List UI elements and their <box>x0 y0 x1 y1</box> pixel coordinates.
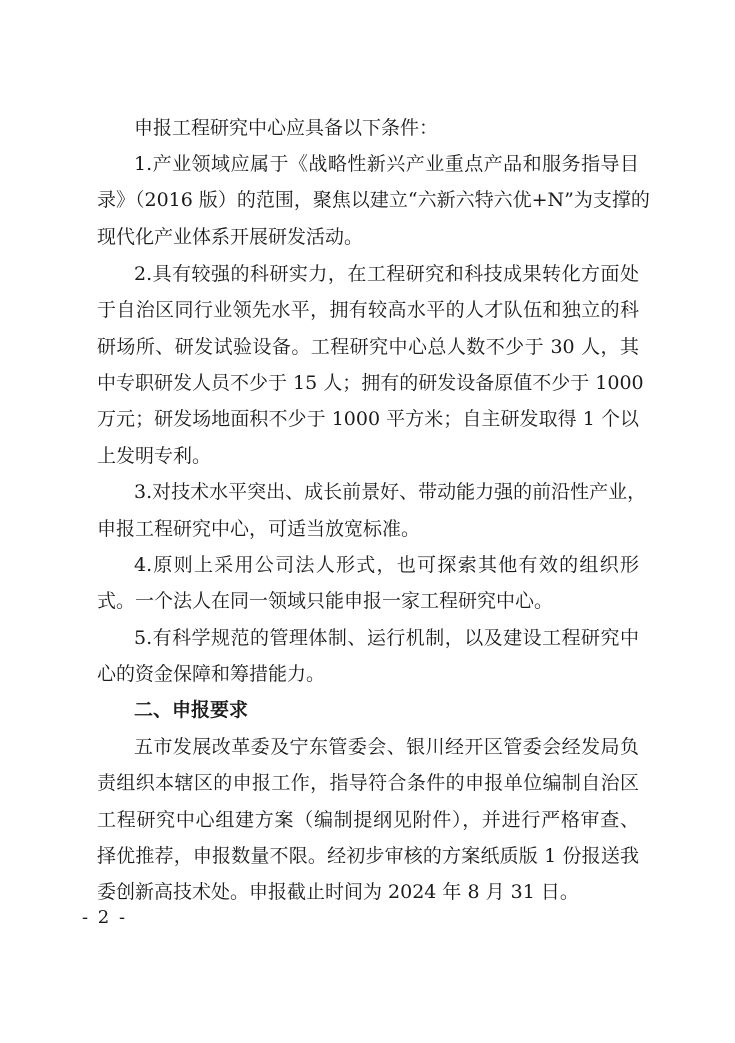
section-body-line-4: 择优推荐，申报数量不限。经初步审核的方案纸质版 1 份报送我 <box>97 845 639 867</box>
item-2-line-3: 研场所、研发试验设备。工程研究中心总人数不少于 30 人，其 <box>97 336 639 358</box>
section-heading: 二、申报要求 <box>134 699 249 721</box>
section-body-line-2: 责组织本辖区的申报工作，指导符合条件的申报单位编制自治区 <box>97 772 639 794</box>
page-number: - 2 - <box>82 907 128 928</box>
item-5-line-2: 心的资金保障和筹措能力。 <box>97 663 326 685</box>
item-1-line-1: 1.产业领域应属于《战略性新兴产业重点产品和服务指导目 <box>134 153 639 175</box>
item-2-line-4: 中专职研发人员不少于 15 人；拥有的研发设备原值不少于 1000 <box>97 372 644 394</box>
item-2-line-5: 万元；研发场地面积不少于 1000 平方米；自主研发取得 1 个以 <box>97 408 639 430</box>
item-4-line-2: 式。一个法人在同一领域只能申报一家工程研究中心。 <box>97 590 554 612</box>
item-5-line-1: 5.有科学规范的管理体制、运行机制，以及建设工程研究中 <box>134 627 639 649</box>
item-2-line-1: 2.具有较强的科研实力，在工程研究和科技成果转化方面处 <box>134 263 639 285</box>
item-1-line-2: 录》（2016 版）的范围，聚焦以建立“六新六特六优+N”为支撑的 <box>97 189 650 211</box>
intro-paragraph: 申报工程研究中心应具备以下条件： <box>134 117 439 139</box>
item-3-line-1: 3.对技术水平突出、成长前景好、带动能力强的前沿性产业， <box>134 481 647 503</box>
item-4-line-1: 4.原则上采用公司法人形式，也可探索其他有效的组织形 <box>134 554 639 576</box>
item-2-line-6: 上发明专利。 <box>97 445 212 467</box>
item-1-line-3: 现代化产业体系开展研发活动。 <box>97 226 364 248</box>
section-body-line-1: 五市发展改革委及宁东管委会、银川经开区管委会经发局负 <box>134 736 639 758</box>
item-3-line-2: 申报工程研究中心，可适当放宽标准。 <box>97 518 421 540</box>
section-body-line-3: 工程研究中心组建方案（编制提纲见附件），并进行严格审查、 <box>97 809 639 831</box>
section-body-line-5: 委创新高技术处。申报截止时间为 2024 年 8 月 31 日。 <box>97 881 579 903</box>
item-2-line-2: 于自治区同行业领先水平，拥有较高水平的人才队伍和独立的科 <box>97 299 639 321</box>
